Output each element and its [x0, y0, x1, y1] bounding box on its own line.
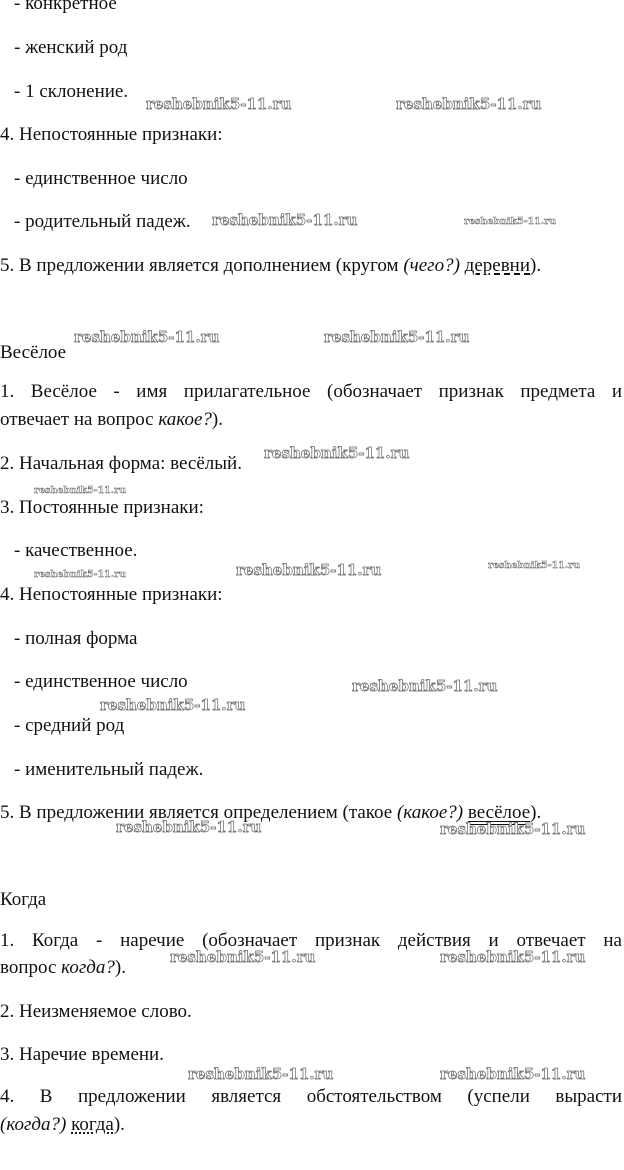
question-word: (чего?)	[403, 255, 460, 276]
adverb-point-4-line-2: (когда?) когда).	[0, 1114, 125, 1135]
question-word: какое?	[158, 409, 212, 430]
adjective-feature-number: - единственное число	[14, 671, 188, 692]
adverb-point-1-line-1: 1. Когда - наречие (обозначает признак действия и отвечает на	[0, 930, 622, 951]
adverb-point-4-line-1: 4. В предложении является обстоятельством (успели вырасти	[0, 1086, 622, 1107]
adjective-feature-form: - полная форма	[14, 628, 138, 649]
watermark: reshebnik5-11.ru	[34, 485, 127, 496]
adjective-point-1-line-1: 1. Весёлое - имя прилагательное (обозначает признак предмета и	[0, 381, 622, 402]
watermark: reshebnik5-11.ru	[264, 444, 410, 462]
noun-feature-concrete: - конкретное	[14, 0, 117, 14]
watermark: reshebnik5-11.ru	[440, 1065, 586, 1083]
watermark: reshebnik5-11.ru	[34, 569, 127, 580]
watermark: reshebnik5-11.ru	[488, 560, 581, 571]
question-word: (когда?)	[0, 1114, 67, 1135]
watermark: reshebnik5-11.ru	[100, 696, 246, 714]
watermark: reshebnik5-11.ru	[116, 818, 262, 836]
noun-feature-declension: - 1 склонение.	[14, 81, 129, 102]
section-heading-adjective: Весёлое	[0, 342, 67, 363]
watermark: reshebnik5-11.ru	[212, 211, 358, 229]
adverb-point-1-line-2: вопрос когда?).	[0, 957, 126, 978]
watermark: reshebnik5-11.ru	[440, 948, 586, 966]
sentence-member-word: когда	[71, 1114, 114, 1135]
sentence-member-word: весёлое	[467, 802, 531, 823]
noun-point-4-title: 4. Непостоянные признаки:	[0, 124, 223, 145]
watermark: reshebnik5-11.ru	[396, 95, 542, 113]
adjective-point-5: 5. В предложении является определением (такое (какое?) весёлое).	[0, 802, 542, 823]
question-word: когда?	[61, 957, 115, 978]
watermark: reshebnik5-11.ru	[352, 677, 498, 695]
adjective-feature-gender: - средний род	[14, 715, 125, 736]
noun-feature-number: - единственное число	[14, 168, 188, 189]
watermark: reshebnik5-11.ru	[464, 216, 557, 227]
adverb-point-2: 2. Неизменяемое слово.	[0, 1001, 192, 1022]
noun-feature-case: - родительный падеж.	[14, 211, 191, 232]
noun-feature-gender: - женский род	[14, 37, 128, 58]
question-word: (какое?)	[396, 802, 464, 823]
watermark: reshebnik5-11.ru	[188, 1065, 334, 1083]
adjective-feature-case: - именительный падеж.	[14, 759, 204, 780]
adjective-point-1-line-2: отвечает на вопрос какое?).	[0, 409, 223, 430]
watermark: reshebnik5-11.ru	[170, 948, 316, 966]
adjective-feature-quality: - качественное.	[14, 540, 138, 561]
watermark: reshebnik5-11.ru	[236, 561, 382, 579]
adverb-point-3: 3. Наречие времени.	[0, 1044, 164, 1065]
sentence-member-word: деревни	[464, 255, 531, 276]
noun-point-5: 5. В предложении является дополнением (кругом (чего?) деревни).	[0, 255, 542, 276]
adjective-point-4-title: 4. Непостоянные признаки:	[0, 584, 223, 605]
watermark: reshebnik5-11.ru	[324, 328, 470, 346]
watermark: reshebnik5-11.ru	[146, 95, 292, 113]
section-heading-adverb: Когда	[0, 889, 47, 910]
adjective-point-2: 2. Начальная форма: весёлый.	[0, 453, 242, 474]
watermark: reshebnik5-11.ru	[74, 328, 220, 346]
watermark: reshebnik5-11.ru	[440, 820, 586, 838]
adjective-point-3-title: 3. Постоянные признаки:	[0, 497, 204, 518]
